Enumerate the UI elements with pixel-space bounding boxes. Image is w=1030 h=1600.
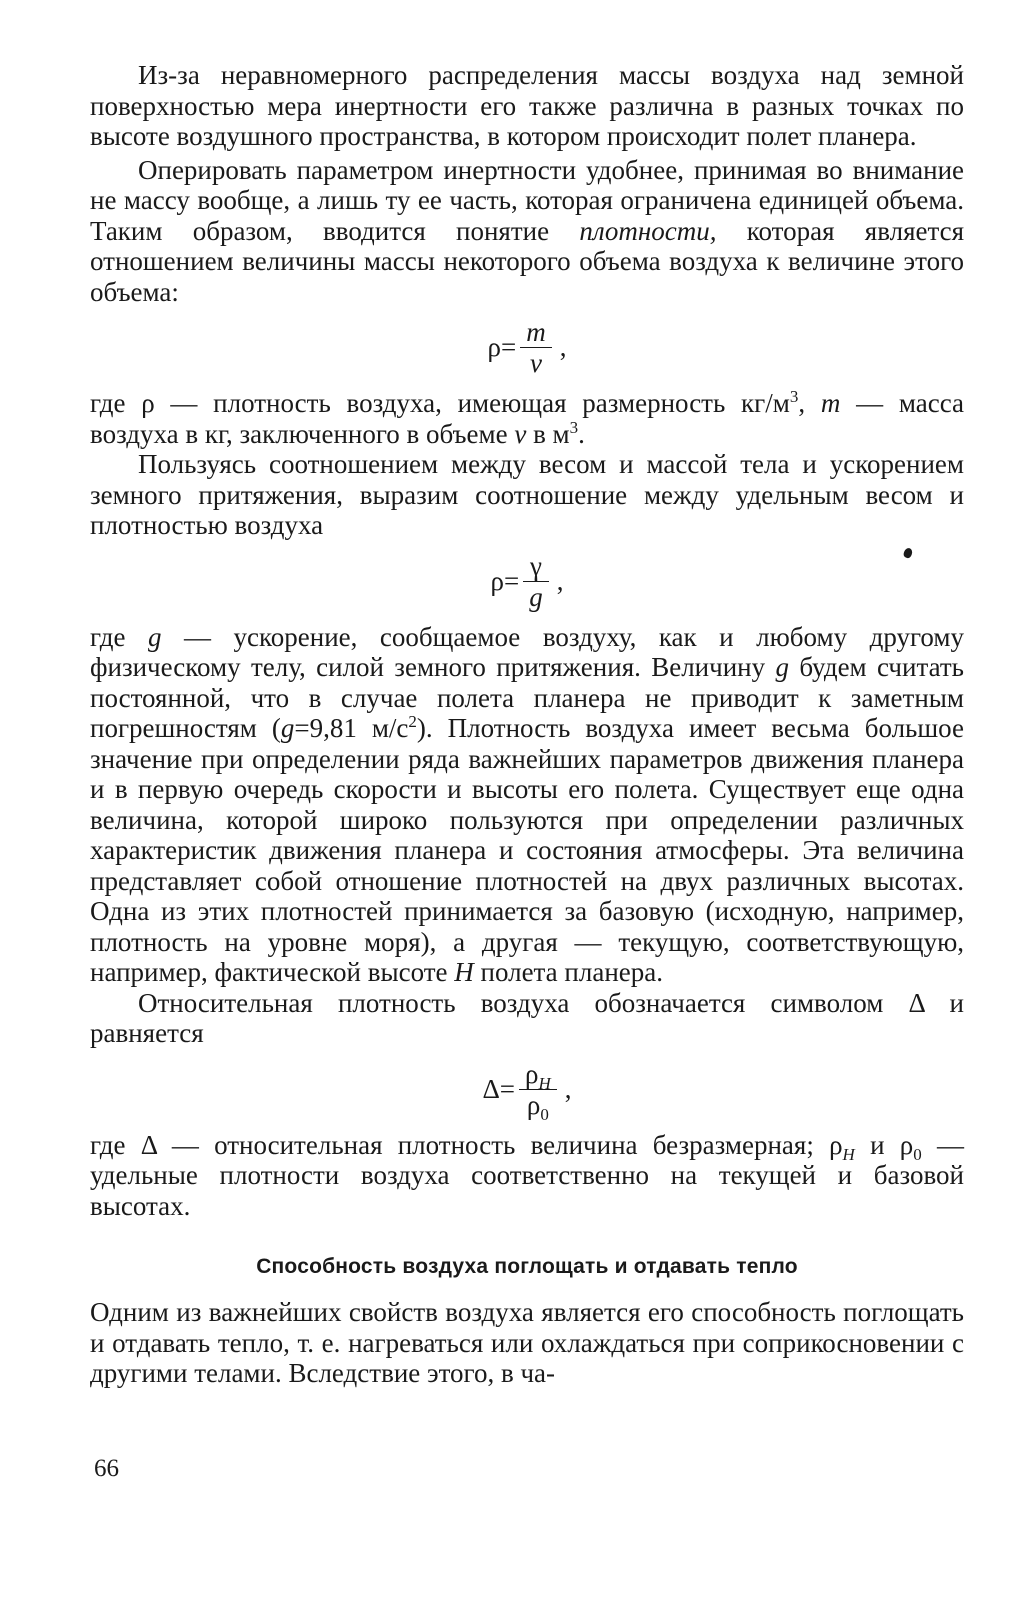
paragraph-relative-density-explanation: где Δ — относительная плотность величина безразмерная; $\rho_H$ и $\rho_0$ — удельные плотности воздуха соответственно на текущей и базовой высотах. xyxy=(90,1129,964,1221)
fraction: $\frac{\gamma}{g}$ xyxy=(523,551,549,612)
fraction: $\frac{\rho_H}{\rho_0}$ xyxy=(519,1059,557,1120)
formula-relative-density: Δ= $\frac{\rho_H}{\rho_0}$ , xyxy=(482,1058,572,1124)
paragraph-weight-mass: Пользуясь соотношением между весом и массой тела и ускорением земного притяжения, выразим соотношение между удельным весом и плотностью воздуха xyxy=(90,449,964,540)
formula-density: ρ= $\frac{m}{v}$ , xyxy=(487,317,567,378)
formula-specific-weight: ρ= $\frac{\gamma}{g}$ , xyxy=(490,550,564,612)
page-number: 66 xyxy=(94,1455,119,1482)
term-density: плотности, xyxy=(579,215,717,246)
section-heading: Способность воздуха поглощать и отдавать тепло xyxy=(256,1255,798,1278)
paragraph-density-units: где ρ — плотность воздуха, имеющая размерность $кг/м^3$, m — масса воздуха в кг, заключенного в объеме v в $м^3$. xyxy=(90,387,964,449)
paragraph-inertia: Из-за неравномерного распределения массы воздуха над земной поверхностью мера инертности его также различна в разных точках по высоте воздушного пространства, в котором происходит полет планера. xyxy=(90,60,964,151)
paragraph-density-definition: Оперировать параметром инертности удобнее, принимая во внимание не массу вообще, а лишь ту ее часть, которая ограничена единицей объема. Таким образом, вводится понятие плотности, которая является отношением величины массы некоторого объема воздуха к величине этого объема: xyxy=(90,154,964,307)
fraction: $\frac{m}{v}$ xyxy=(520,317,552,378)
paragraph-relative-density: Относительная плотность воздуха обозначается символом Δ и равняется xyxy=(90,987,964,1048)
paragraph-heat-capacity: Одним из важнейших свойств воздуха является его способность поглощать и отдавать тепло, т. е. нагреваться или охлаждаться при соприкосновении с другими телами. Вследствие этого, в ча- xyxy=(90,1297,964,1388)
paragraph-gravity: где g — ускорение, сообщаемое воздуху, как и любому другому физическому телу, силой земного притяжения. Величину g будем считать постоянной, что в случае полета планера не приводит к заметным погрешностям (g=9,81 $м/с^2$). Плотность воздуха имеет весьма большое значение при определении ряда важнейших параметров движения планера и в первую очередь скорости и высоты его полета. Существует еще одна величина, которой широко пользуются при определении различных характеристик движения планера и состояния атмосферы. Эта величина представляет собой отношение плотностей на двух различных высотах. Одна из этих плотностей принимается за базовую (исходную, например, плотность на уровне моря), а другая — текущую, соответствующую, например, фактической высоте H полета планера. xyxy=(90,621,964,987)
